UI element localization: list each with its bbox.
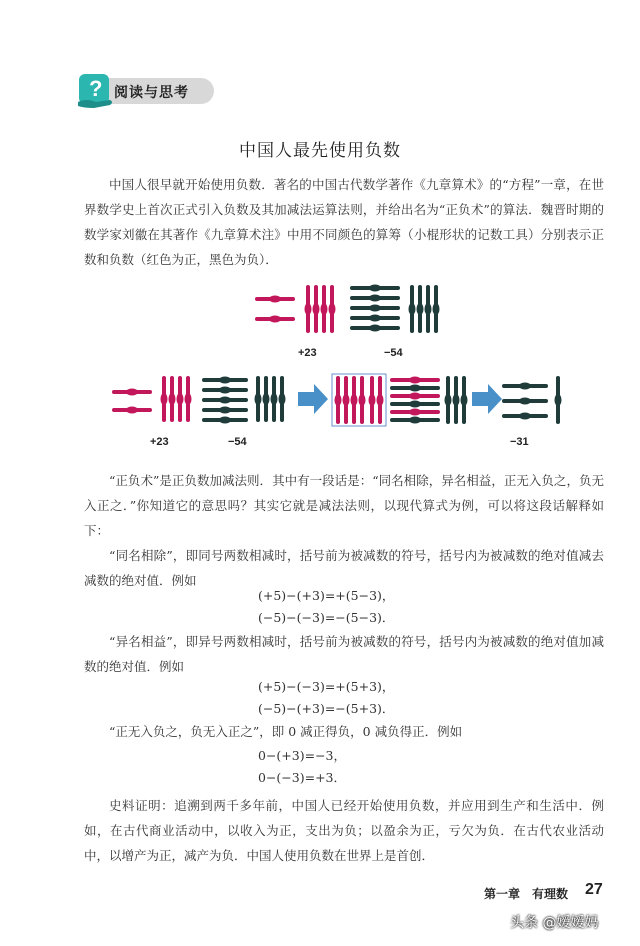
page-title: 中国人最先使用负数 — [239, 141, 401, 161]
rod-positive — [369, 376, 376, 424]
rod-negative — [453, 376, 460, 424]
rod-negative — [350, 305, 400, 312]
rod-positive — [305, 285, 312, 333]
chapter-footer: 第一章 有理数 — [484, 887, 569, 901]
rod-positive — [335, 376, 342, 424]
rod-mixed — [390, 385, 440, 392]
rod-positive — [359, 376, 366, 424]
rod-negative — [409, 285, 416, 333]
rod-positive — [351, 376, 358, 424]
arrow-icon — [472, 384, 502, 414]
rod-negative — [417, 285, 424, 333]
rod-negative — [461, 376, 468, 424]
rod-negative — [350, 295, 400, 302]
formula-diff-2: (−5)−(+3)=−(5+3)． — [258, 701, 395, 716]
figure-label-top-positive: +23 — [298, 347, 317, 359]
rod-negative — [255, 376, 262, 422]
rod-negative — [433, 285, 440, 333]
rod-negative — [202, 407, 248, 414]
rod-positive — [112, 389, 152, 396]
rod-negative — [445, 376, 452, 424]
history-paragraph: 史料证明：追溯到两千多年前，中国人已经开始使用负数，并应用到生产和生活中．例如，在古代商业活动中，以收入为正，支出为负；以盈余为正，亏欠为负．在古代农业活动中，以增产为正，减产为负．中国人使用负数在世界上是首创． — [84, 798, 604, 863]
rod-negative — [202, 417, 248, 424]
rod-negative — [502, 413, 548, 420]
rule-paragraph: “正负术”是正负数加减法则．其中有一段话是：“同名相除，异名相益，正无入负之，负无入正之．”你知道它的意思吗？其实它就是减法法则，以现代算式为例，可以将这段话解释如下： — [84, 473, 604, 538]
rod-mixed — [390, 417, 440, 424]
rod-positive — [343, 376, 350, 424]
rod-positive — [112, 407, 152, 414]
rod-positive — [255, 296, 295, 303]
rod-negative — [350, 325, 400, 332]
rod-negative — [350, 285, 400, 292]
svg-text:?: ? — [89, 76, 103, 101]
different-sign-paragraph: “异名相益”，即异号两数相减时，括号前为被减数的符号，括号内为被减数的绝对值加减数的绝对值．例如 — [84, 634, 604, 674]
zero-rule-paragraph: “正无入负之，负无入正之”，即 0 减正得负，0 减负得正．例如 — [109, 724, 463, 739]
figure-label-result: −31 — [510, 436, 529, 448]
rod-negative — [202, 387, 248, 394]
question-hand-icon — [76, 72, 116, 110]
rod-positive — [161, 376, 168, 422]
rod-negative — [350, 315, 400, 322]
rod-mixed — [390, 409, 440, 416]
rod-negative — [271, 376, 278, 422]
same-sign-paragraph: “同名相除”，即同号两数相减时，括号前为被减数的符号，括号内为被减数的绝对值减去减数的绝对值．例如 — [84, 548, 604, 588]
rod-positive — [313, 285, 320, 333]
watermark: 头条 @嫒嫒妈 — [510, 915, 599, 931]
rod-negative — [263, 376, 270, 422]
rod-mixed — [390, 377, 440, 384]
rod-positive — [329, 285, 336, 333]
section-tag-label: 阅读与思考 — [114, 85, 189, 101]
rod-negative — [202, 397, 248, 404]
rod-negative — [202, 377, 248, 384]
rod-positive — [377, 376, 384, 424]
formula-zero-1: 0−(+3)=−3， — [258, 748, 347, 763]
rod-negative — [555, 376, 562, 424]
section-tag — [76, 72, 216, 108]
rod-negative — [279, 376, 286, 422]
page-number: 27 — [585, 881, 603, 898]
rod-mixed — [390, 393, 440, 400]
rod-negative — [425, 285, 432, 333]
rod-mixed — [390, 401, 440, 408]
formula-zero-2: 0−(−3)=+3． — [258, 770, 347, 785]
rod-positive — [321, 285, 328, 333]
arrow-icon — [298, 384, 328, 414]
rod-positive — [177, 376, 184, 422]
rod-positive — [255, 316, 295, 323]
figure-label-top-negative: −54 — [384, 347, 403, 359]
rod-positive — [185, 376, 192, 422]
figure-label-bottom-positive: +23 — [150, 436, 169, 448]
counting-rods-figure — [110, 280, 580, 460]
formula-same-2: (−5)−(−3)=−(5−3)． — [258, 610, 395, 625]
rod-positive — [169, 376, 176, 422]
rod-negative — [502, 398, 548, 405]
rod-negative — [502, 383, 548, 390]
intro-paragraph: 中国人很早就开始使用负数．著名的中国古代数学著作《九章算术》的“方程”一章，在世界数学史上首次正式引入负数及其加减法运算法则，并给出名为“正负术”的算法．魏晋时期的数学家刘徽在其著作《九章算术注》中用不同颜色的算筹（小棍形状的记数工具）分别表示正数和负数（红色为正，黑色为负）． — [84, 177, 604, 267]
formula-same-1: (+5)−(+3)=+(5−3)， — [258, 588, 395, 603]
formula-diff-1: (+5)−(−3)=+(5+3)， — [258, 679, 395, 694]
figure-label-bottom-negative: −54 — [228, 436, 247, 448]
